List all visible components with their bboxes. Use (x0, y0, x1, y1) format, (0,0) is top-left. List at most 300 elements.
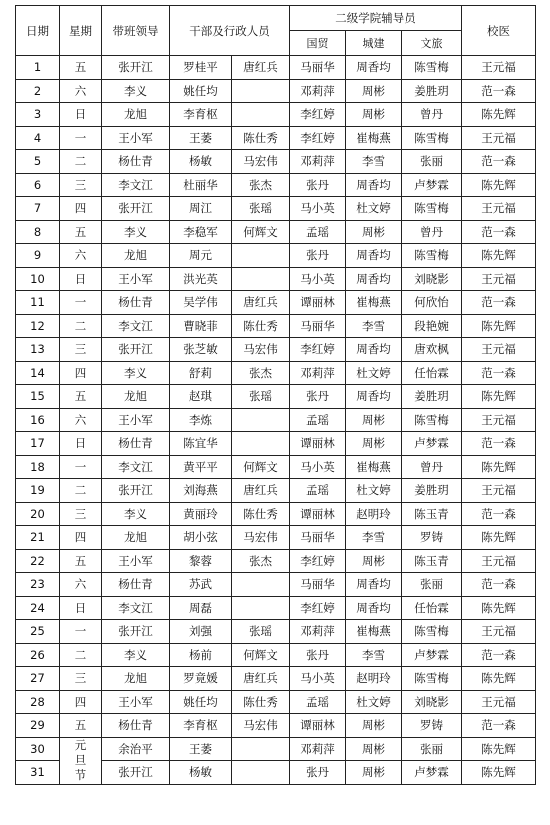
table-header (16, 6, 536, 56)
cell-counselor-cj: 周彬 (346, 737, 402, 761)
header-counselor-group: 二级学院辅导员 (290, 6, 462, 31)
cell-counselor-gm: 马丽华 (290, 56, 346, 80)
cell-staff-1: 张芝敏 (170, 338, 232, 362)
cell-staff-1: 黄平平 (170, 455, 232, 479)
cell-weekday: 六 (60, 408, 102, 432)
cell-counselor-cj: 周彬 (346, 103, 402, 127)
header-leader: 带班领导 (102, 6, 170, 56)
cell-counselor-cj: 李雪 (346, 150, 402, 174)
cell-doctor: 陈先辉 (462, 103, 536, 127)
table-row (16, 690, 536, 714)
cell-counselor-cj: 李雪 (346, 643, 402, 667)
table-row (16, 549, 536, 573)
table-row (16, 103, 536, 127)
cell-counselor-wl: 卢梦霖 (402, 173, 462, 197)
cell-counselor-wl: 何欣怡 (402, 291, 462, 315)
cell-staff-1: 罗桂平 (170, 56, 232, 80)
cell-counselor-wl: 刘晓影 (402, 690, 462, 714)
cell-date: 3 (16, 103, 60, 127)
cell-date: 22 (16, 549, 60, 573)
cell-leader: 李义 (102, 502, 170, 526)
cell-leader: 李文江 (102, 596, 170, 620)
cell-staff-2: 唐红兵 (232, 56, 290, 80)
cell-counselor-gm: 李红婷 (290, 126, 346, 150)
cell-leader: 张开江 (102, 338, 170, 362)
cell-counselor-wl: 段艳婉 (402, 314, 462, 338)
cell-staff-1: 胡小弦 (170, 526, 232, 550)
cell-counselor-wl: 姜胜玥 (402, 385, 462, 409)
cell-counselor-cj: 杜文婷 (346, 361, 402, 385)
table-row (16, 173, 536, 197)
table-row (16, 667, 536, 691)
cell-staff-1: 李稳军 (170, 220, 232, 244)
header-staff: 干部及行政人员 (170, 6, 290, 56)
cell-counselor-cj: 周彬 (346, 714, 402, 738)
cell-counselor-gm: 张丹 (290, 385, 346, 409)
cell-weekday-holiday: 元 旦 节 (60, 737, 102, 784)
cell-leader: 李义 (102, 79, 170, 103)
cell-counselor-gm: 谭丽林 (290, 502, 346, 526)
cell-leader: 张开江 (102, 761, 170, 785)
cell-counselor-gm: 马丽华 (290, 526, 346, 550)
cell-date: 23 (16, 573, 60, 597)
table-row (16, 385, 536, 409)
cell-date: 5 (16, 150, 60, 174)
cell-counselor-cj: 周香均 (346, 173, 402, 197)
cell-staff-2: 张杰 (232, 361, 290, 385)
cell-doctor: 范一森 (462, 361, 536, 385)
cell-counselor-gm: 张丹 (290, 643, 346, 667)
cell-counselor-wl: 刘晓影 (402, 267, 462, 291)
cell-counselor-gm: 邓莉萍 (290, 79, 346, 103)
cell-staff-1: 刘强 (170, 620, 232, 644)
cell-counselor-cj: 崔梅燕 (346, 126, 402, 150)
cell-date: 14 (16, 361, 60, 385)
cell-leader: 张开江 (102, 620, 170, 644)
cell-counselor-gm: 谭丽林 (290, 432, 346, 456)
cell-doctor: 范一森 (462, 220, 536, 244)
cell-leader: 龙旭 (102, 385, 170, 409)
cell-staff-2 (232, 761, 290, 785)
cell-doctor: 王元福 (462, 549, 536, 573)
cell-staff-2: 张瑶 (232, 385, 290, 409)
cell-counselor-wl: 陈雪梅 (402, 408, 462, 432)
cell-counselor-gm: 马丽华 (290, 573, 346, 597)
cell-date: 25 (16, 620, 60, 644)
cell-counselor-wl: 任怡霖 (402, 361, 462, 385)
cell-weekday: 二 (60, 643, 102, 667)
cell-staff-2: 唐红兵 (232, 291, 290, 315)
cell-staff-2: 陈仕秀 (232, 314, 290, 338)
header-counselor-cj: 城建 (346, 31, 402, 56)
cell-date: 24 (16, 596, 60, 620)
cell-staff-1: 王萎 (170, 737, 232, 761)
cell-staff-1: 赵琪 (170, 385, 232, 409)
cell-counselor-gm: 邓莉萍 (290, 361, 346, 385)
table-row (16, 338, 536, 362)
cell-counselor-gm: 孟瑶 (290, 408, 346, 432)
cell-date: 15 (16, 385, 60, 409)
cell-staff-1: 曹晓菲 (170, 314, 232, 338)
cell-weekday: 五 (60, 56, 102, 80)
cell-staff-1: 杨敏 (170, 761, 232, 785)
table-row (16, 479, 536, 503)
cell-counselor-wl: 姜胜玥 (402, 479, 462, 503)
cell-doctor: 范一森 (462, 79, 536, 103)
cell-staff-2 (232, 267, 290, 291)
table-row (16, 126, 536, 150)
cell-counselor-cj: 李雪 (346, 314, 402, 338)
cell-staff-2: 何辉文 (232, 220, 290, 244)
cell-weekday: 五 (60, 385, 102, 409)
table-body (16, 56, 536, 785)
table-row (16, 620, 536, 644)
cell-counselor-wl: 卢梦霖 (402, 643, 462, 667)
cell-staff-2: 何辉文 (232, 455, 290, 479)
cell-leader: 李义 (102, 643, 170, 667)
cell-counselor-wl: 唐欢枫 (402, 338, 462, 362)
table-row (16, 314, 536, 338)
cell-leader: 李文江 (102, 455, 170, 479)
cell-staff-2: 唐红兵 (232, 667, 290, 691)
cell-staff-2: 唐红兵 (232, 479, 290, 503)
cell-leader: 龙旭 (102, 526, 170, 550)
cell-weekday: 日 (60, 432, 102, 456)
cell-doctor: 范一森 (462, 150, 536, 174)
cell-counselor-gm: 马小英 (290, 455, 346, 479)
table-row (16, 291, 536, 315)
cell-counselor-gm: 李红婷 (290, 338, 346, 362)
cell-doctor: 陈先辉 (462, 667, 536, 691)
cell-leader: 张开江 (102, 197, 170, 221)
cell-staff-1: 王萎 (170, 126, 232, 150)
header-doctor: 校医 (462, 6, 536, 56)
cell-doctor: 王元福 (462, 126, 536, 150)
cell-weekday: 六 (60, 244, 102, 268)
cell-date: 11 (16, 291, 60, 315)
cell-date: 7 (16, 197, 60, 221)
cell-staff-2 (232, 432, 290, 456)
cell-counselor-wl: 任怡霖 (402, 596, 462, 620)
cell-leader: 王小军 (102, 690, 170, 714)
cell-doctor: 王元福 (462, 197, 536, 221)
table-row (16, 244, 536, 268)
cell-leader: 李义 (102, 220, 170, 244)
cell-date: 10 (16, 267, 60, 291)
cell-date: 2 (16, 79, 60, 103)
cell-weekday: 一 (60, 126, 102, 150)
cell-counselor-wl: 姜胜玥 (402, 79, 462, 103)
table-row (16, 643, 536, 667)
cell-staff-1: 杜丽华 (170, 173, 232, 197)
cell-weekday: 日 (60, 596, 102, 620)
cell-leader: 王小军 (102, 267, 170, 291)
cell-doctor: 陈先辉 (462, 761, 536, 785)
table-row (16, 502, 536, 526)
cell-weekday: 一 (60, 291, 102, 315)
cell-staff-2: 陈仕秀 (232, 690, 290, 714)
cell-counselor-wl: 陈雪梅 (402, 620, 462, 644)
cell-counselor-gm: 张丹 (290, 244, 346, 268)
cell-doctor: 王元福 (462, 267, 536, 291)
cell-counselor-cj: 赵明玲 (346, 667, 402, 691)
cell-staff-1: 罗竟媛 (170, 667, 232, 691)
cell-date: 6 (16, 173, 60, 197)
cell-weekday: 三 (60, 502, 102, 526)
cell-staff-2: 何辉文 (232, 643, 290, 667)
cell-doctor: 王元福 (462, 479, 536, 503)
cell-staff-2 (232, 573, 290, 597)
cell-doctor: 陈先辉 (462, 526, 536, 550)
cell-counselor-gm: 李红婷 (290, 103, 346, 127)
cell-leader: 龙旭 (102, 103, 170, 127)
cell-staff-1: 周磊 (170, 596, 232, 620)
cell-staff-2: 马宏伟 (232, 150, 290, 174)
cell-date: 8 (16, 220, 60, 244)
cell-date: 29 (16, 714, 60, 738)
cell-weekday: 五 (60, 714, 102, 738)
table-row (16, 573, 536, 597)
cell-counselor-wl: 陈雪梅 (402, 126, 462, 150)
cell-counselor-cj: 周彬 (346, 220, 402, 244)
header-counselor-gm: 国贸 (290, 31, 346, 56)
cell-counselor-gm: 谭丽林 (290, 714, 346, 738)
cell-counselor-gm: 邓莉萍 (290, 150, 346, 174)
cell-staff-1: 苏武 (170, 573, 232, 597)
table-row (16, 432, 536, 456)
cell-staff-2 (232, 79, 290, 103)
cell-doctor: 范一森 (462, 432, 536, 456)
cell-date: 9 (16, 244, 60, 268)
cell-counselor-wl: 张丽 (402, 573, 462, 597)
cell-counselor-cj: 杜文婷 (346, 197, 402, 221)
cell-staff-1: 周江 (170, 197, 232, 221)
table-row (16, 455, 536, 479)
cell-counselor-wl: 曾丹 (402, 220, 462, 244)
cell-leader: 王小军 (102, 549, 170, 573)
cell-counselor-wl: 曾丹 (402, 455, 462, 479)
cell-doctor: 王元福 (462, 690, 536, 714)
cell-counselor-wl: 陈雪梅 (402, 667, 462, 691)
cell-staff-2 (232, 244, 290, 268)
cell-weekday: 一 (60, 455, 102, 479)
cell-date: 30 (16, 737, 60, 761)
cell-counselor-cj: 周香均 (346, 385, 402, 409)
cell-counselor-wl: 陈玉青 (402, 549, 462, 573)
cell-weekday: 三 (60, 173, 102, 197)
cell-counselor-cj: 周香均 (346, 338, 402, 362)
cell-counselor-gm: 邓莉萍 (290, 737, 346, 761)
cell-staff-1: 周元 (170, 244, 232, 268)
cell-weekday: 四 (60, 361, 102, 385)
cell-weekday: 日 (60, 267, 102, 291)
cell-counselor-cj: 周彬 (346, 79, 402, 103)
cell-date: 31 (16, 761, 60, 785)
cell-weekday: 一 (60, 620, 102, 644)
cell-counselor-gm: 马小英 (290, 667, 346, 691)
cell-counselor-cj: 杜文婷 (346, 479, 402, 503)
cell-date: 12 (16, 314, 60, 338)
cell-counselor-gm: 谭丽林 (290, 291, 346, 315)
cell-counselor-wl: 卢梦霖 (402, 432, 462, 456)
cell-counselor-wl: 罗铸 (402, 714, 462, 738)
cell-doctor: 陈先辉 (462, 596, 536, 620)
table-row (16, 197, 536, 221)
cell-staff-2: 马宏伟 (232, 338, 290, 362)
cell-leader: 余治平 (102, 737, 170, 761)
cell-date: 16 (16, 408, 60, 432)
cell-staff-2: 陈仕秀 (232, 502, 290, 526)
cell-doctor: 范一森 (462, 643, 536, 667)
duty-roster (15, 5, 536, 785)
cell-weekday: 五 (60, 549, 102, 573)
table-row (16, 56, 536, 80)
cell-weekday: 六 (60, 573, 102, 597)
cell-staff-1: 李育枢 (170, 103, 232, 127)
cell-doctor: 陈先辉 (462, 455, 536, 479)
cell-staff-1: 杨前 (170, 643, 232, 667)
cell-weekday: 四 (60, 690, 102, 714)
cell-weekday: 四 (60, 526, 102, 550)
table-row (16, 408, 536, 432)
cell-counselor-wl: 张丽 (402, 737, 462, 761)
cell-counselor-cj: 崔梅燕 (346, 455, 402, 479)
cell-leader: 杨仕青 (102, 573, 170, 597)
cell-staff-1: 刘海燕 (170, 479, 232, 503)
cell-counselor-cj: 周彬 (346, 408, 402, 432)
cell-counselor-wl: 陈雪梅 (402, 56, 462, 80)
cell-leader: 李文江 (102, 314, 170, 338)
cell-staff-2: 张瑶 (232, 197, 290, 221)
cell-date: 1 (16, 56, 60, 80)
table-row (16, 596, 536, 620)
cell-doctor: 范一森 (462, 291, 536, 315)
cell-staff-2 (232, 408, 290, 432)
cell-doctor: 王元福 (462, 56, 536, 80)
cell-staff-1: 黄丽玲 (170, 502, 232, 526)
cell-staff-2: 马宏伟 (232, 714, 290, 738)
cell-doctor: 范一森 (462, 714, 536, 738)
cell-staff-1: 洪光英 (170, 267, 232, 291)
cell-date: 13 (16, 338, 60, 362)
table-row (16, 150, 536, 174)
duty-table (15, 5, 536, 785)
cell-counselor-cj: 周彬 (346, 549, 402, 573)
cell-leader: 杨仕青 (102, 291, 170, 315)
cell-counselor-gm: 邓莉萍 (290, 620, 346, 644)
cell-staff-1: 姚任均 (170, 690, 232, 714)
cell-counselor-cj: 周彬 (346, 432, 402, 456)
cell-weekday: 二 (60, 150, 102, 174)
cell-staff-1: 黎蓉 (170, 549, 232, 573)
cell-counselor-cj: 周香均 (346, 596, 402, 620)
cell-staff-2: 张瑶 (232, 620, 290, 644)
cell-leader: 李义 (102, 361, 170, 385)
table-row (16, 714, 536, 738)
cell-staff-1: 李育枢 (170, 714, 232, 738)
table-row (16, 220, 536, 244)
cell-leader: 杨仕青 (102, 150, 170, 174)
cell-date: 20 (16, 502, 60, 526)
cell-staff-1: 杨敏 (170, 150, 232, 174)
cell-counselor-wl: 陈雪梅 (402, 244, 462, 268)
table-row (16, 79, 536, 103)
cell-date: 18 (16, 455, 60, 479)
cell-counselor-gm: 马小英 (290, 197, 346, 221)
cell-staff-1: 吴学伟 (170, 291, 232, 315)
cell-doctor: 范一森 (462, 573, 536, 597)
cell-counselor-wl: 陈玉青 (402, 502, 462, 526)
cell-counselor-cj: 周彬 (346, 761, 402, 785)
cell-staff-2 (232, 737, 290, 761)
cell-counselor-cj: 崔梅燕 (346, 620, 402, 644)
cell-leader: 龙旭 (102, 244, 170, 268)
cell-date: 28 (16, 690, 60, 714)
cell-counselor-wl: 陈雪梅 (402, 197, 462, 221)
cell-counselor-cj: 周香均 (346, 56, 402, 80)
cell-leader: 杨仕青 (102, 432, 170, 456)
cell-counselor-cj: 周香均 (346, 244, 402, 268)
cell-date: 26 (16, 643, 60, 667)
header-date: 日期 (16, 6, 60, 56)
cell-counselor-gm: 孟瑶 (290, 690, 346, 714)
cell-leader: 杨仕青 (102, 714, 170, 738)
cell-counselor-gm: 马小英 (290, 267, 346, 291)
header-counselor-wl: 文旅 (402, 31, 462, 56)
cell-weekday: 二 (60, 314, 102, 338)
table-row (16, 737, 536, 761)
cell-counselor-gm: 孟瑶 (290, 479, 346, 503)
cell-weekday: 二 (60, 479, 102, 503)
table-row (16, 267, 536, 291)
cell-counselor-gm: 张丹 (290, 761, 346, 785)
cell-staff-2: 张杰 (232, 173, 290, 197)
cell-counselor-wl: 张丽 (402, 150, 462, 174)
table-row (16, 361, 536, 385)
cell-doctor: 王元福 (462, 338, 536, 362)
cell-weekday: 六 (60, 79, 102, 103)
cell-weekday: 五 (60, 220, 102, 244)
cell-staff-1: 陈宜华 (170, 432, 232, 456)
cell-weekday: 四 (60, 197, 102, 221)
cell-counselor-gm: 张丹 (290, 173, 346, 197)
cell-counselor-cj: 李雪 (346, 526, 402, 550)
cell-weekday: 三 (60, 667, 102, 691)
cell-counselor-gm: 孟瑶 (290, 220, 346, 244)
cell-weekday: 三 (60, 338, 102, 362)
cell-counselor-gm: 李红婷 (290, 549, 346, 573)
cell-leader: 王小军 (102, 408, 170, 432)
cell-leader: 张开江 (102, 479, 170, 503)
cell-doctor: 陈先辉 (462, 314, 536, 338)
cell-staff-2 (232, 103, 290, 127)
cell-staff-2: 马宏伟 (232, 526, 290, 550)
cell-staff-2 (232, 596, 290, 620)
cell-staff-1: 舒莉 (170, 361, 232, 385)
cell-counselor-cj: 崔梅燕 (346, 291, 402, 315)
cell-counselor-cj: 杜文婷 (346, 690, 402, 714)
cell-leader: 李文江 (102, 173, 170, 197)
cell-counselor-gm: 马丽华 (290, 314, 346, 338)
header-weekday: 星期 (60, 6, 102, 56)
cell-staff-1: 李炼 (170, 408, 232, 432)
cell-counselor-wl: 曾丹 (402, 103, 462, 127)
cell-counselor-gm: 李红婷 (290, 596, 346, 620)
cell-doctor: 陈先辉 (462, 737, 536, 761)
cell-leader: 龙旭 (102, 667, 170, 691)
cell-staff-1: 姚任均 (170, 79, 232, 103)
cell-counselor-wl: 罗铸 (402, 526, 462, 550)
